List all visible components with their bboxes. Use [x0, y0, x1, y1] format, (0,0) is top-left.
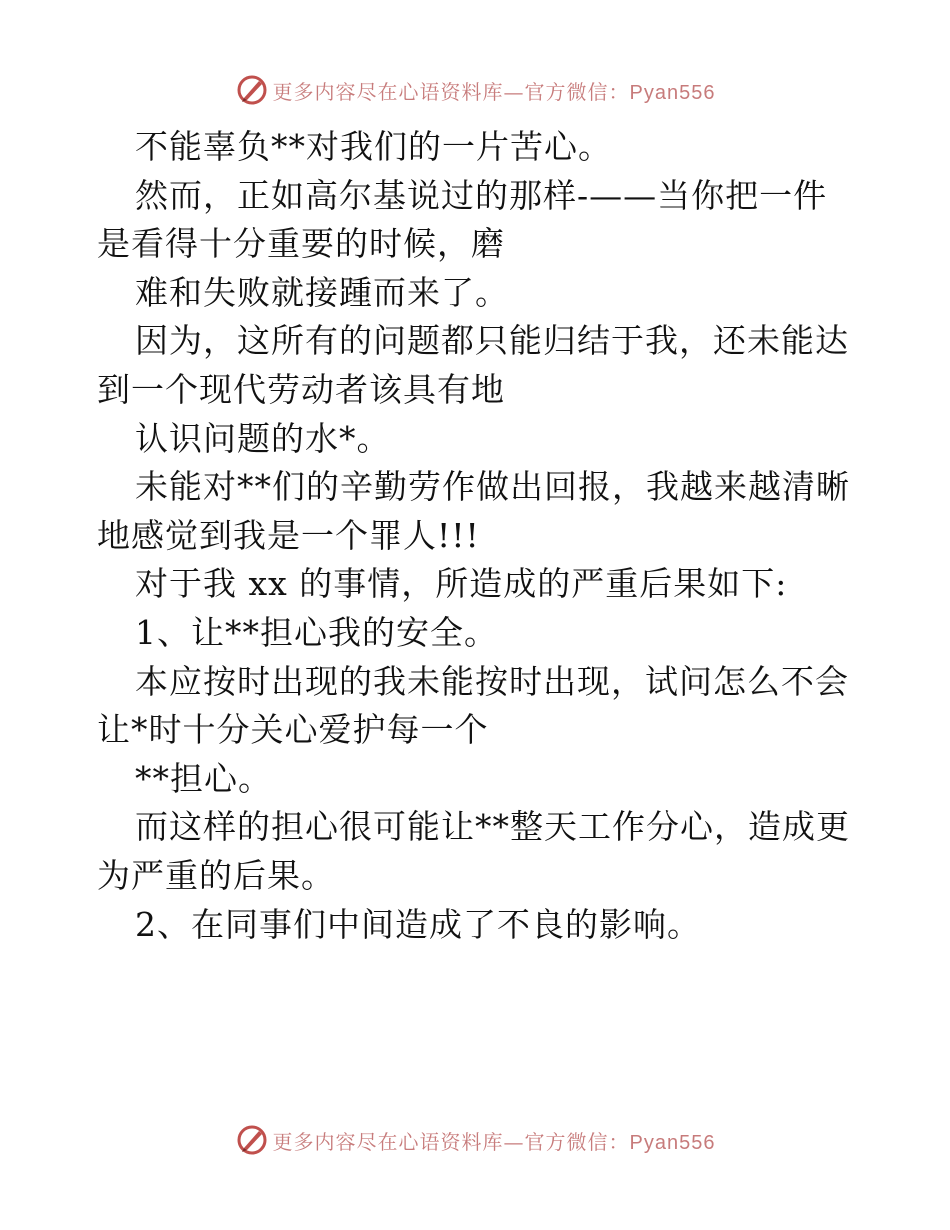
text-line-2: 然而，正如高尔基说过的那样-——当你把一件: [135, 175, 828, 215]
text-line-9: 地感觉到我是一个罪人!!!: [97, 515, 480, 555]
text-line-1: 不能辜负**对我们的一片苦心。: [135, 127, 612, 166]
text-line-15: 而这样的担心很可能让**整天工作分心，造成更: [135, 807, 850, 847]
text-line-3: 是看得十分重要的时候，磨: [97, 224, 505, 264]
text-line-8: 未能对**们的辛勤劳作做出回报，我越来越清晰: [135, 467, 850, 507]
text-line-11: 1、让**担心我的安全。: [135, 612, 498, 652]
watermark-text: 更多内容尽在心语资料库—官方微信：Pyan556: [272, 1129, 716, 1154]
text-line-7: 认识问题的水*。: [135, 418, 391, 458]
document-body: [97, 123, 862, 949]
text-line-17: 2、在同事们中间造成了不良的影响。: [135, 904, 701, 944]
footer-watermark-banner: [0, 1120, 950, 1160]
text-line-14: **担心。: [135, 758, 272, 798]
watermark-text: 更多内容尽在心语资料库—官方微信：Pyan556: [272, 79, 716, 104]
text-line-12: 本应按时出现的我未能按时出现，试问怎么不会: [135, 661, 849, 701]
text-line-5: 因为，这所有的问题都只能归结于我，还未能达: [135, 321, 849, 361]
pen-logo-icon: [235, 1123, 269, 1157]
text-line-13: 让*时十分关心爱护每一个: [97, 710, 489, 750]
text-line-10: 对于我 xx 的事情，所造成的严重后果如下:: [135, 564, 788, 604]
text-line-16: 为严重的后果。: [97, 855, 335, 895]
text-line-6: 到一个现代劳动者该具有地: [97, 369, 505, 409]
text-line-4: 难和失败就接踵而来了。: [135, 272, 509, 312]
header-watermark-banner: [0, 70, 950, 110]
pen-logo-icon: [235, 73, 269, 107]
